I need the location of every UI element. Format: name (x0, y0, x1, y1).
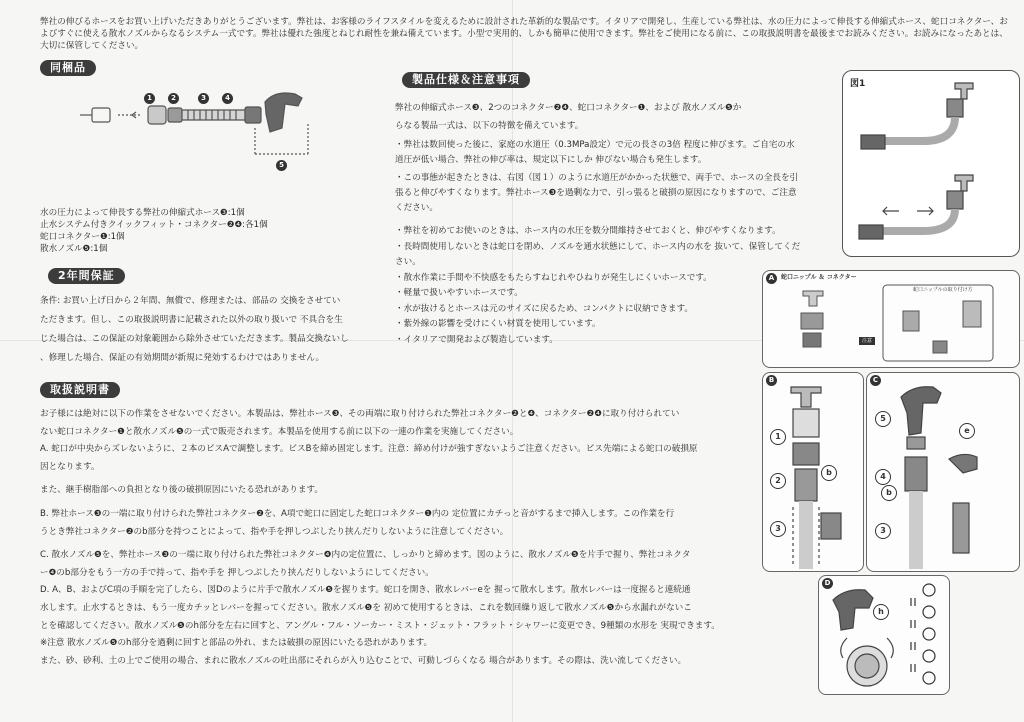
figure-c-num-4: 4 (875, 469, 891, 485)
manual-line: 因となります。 (40, 461, 100, 472)
manual-line: A. 蛇口が中央からズレないように、２本のビスAで調整します。ビスBを締め固定します。注意：締め付けが強すぎないようご注意ください。ビス先端による蛇口の破損原 (40, 444, 698, 455)
manual-line: お子様には絶対に以下の作業をさせないでください。本製品は、弊社ホース❸、その両端に取り付けられた弊社コネクター❷と❹、コネクター❷❹に取り付けられてい (40, 409, 680, 419)
figure-b-drawing (763, 373, 863, 571)
manual-line: ない蛇口コネクター❶と散水ノズル❺の一式で販売されます。本製品を使用する前に以下の一連の作業を実施してください。 (40, 426, 519, 437)
manual-text (40, 406, 720, 670)
figure-a-marker: A (766, 273, 777, 284)
manual-line: ※注意 散水ノズル❺のh部分を過剰に回すと部品の外れ、または破損の原因にいたる恐れがあります。 (40, 638, 433, 649)
warranty-line: ただきます。但し、この取扱説明書に記載された以外の取り扱いで 不具合を生 (40, 315, 343, 325)
manual-line: C. 散水ノズル❺を、弊社ホース❸の一端に取り付けられた弊社コネクター❹内の定位置に、しっかりと締めます。図のように、散水ノズル❺を片手で握り、弊社コネクタ (40, 550, 691, 561)
warranty-line: じた場合は、この保証の対象範囲から除外させていただきます。製品交換ないし (40, 334, 349, 344)
intro-paragraph: 弊社の伸びるホースをお買い上げいただきありがとうございます。弊社は、お客様のライフスタイルを変えるために設計された革新的な製品です。イタリアで開発し、生産している弊社は、水の圧力によって伸長する伸縮式ホース、蛇口コネクター、およびすぐに使える散水ノズルからなるシステム一式です。弊社は優れた強度とねじれ耐性を兼ね備えています。小型で実用的、しかも簡単に使用できます。弊社をご使用になる前に、この取扱説明書を最後までお読みください。お読みになったあとは、大切に保管してください。 (40, 17, 1008, 51)
part-number-5: 5 (276, 160, 287, 171)
specs-line: 道圧が低い場合、弊社の伸び率は、規定以下にしか 伸びない場合も発生します。 (395, 155, 707, 165)
figure-b-num-1: 1 (770, 429, 786, 445)
figure-c-marker: C (870, 375, 881, 386)
specs-line: ・長時間使用しないときは蛇口を閉め、ノズルを通水状態にして、ホース内の水を 抜いて、保管してくだ (395, 241, 801, 252)
contents-list (40, 207, 268, 255)
specs-line: らなる製品一式は、以下の特徴を備えています。 (395, 121, 584, 131)
figure-b-num-3: 3 (770, 521, 786, 537)
specs-line: さい。 (395, 257, 421, 267)
contents-line: 蛇口コネクター❶:1個 (40, 232, 125, 242)
figure-d-label-h: h (873, 604, 889, 620)
contents-illustration (70, 84, 320, 180)
warranty-heading: 2年間保証 (48, 268, 125, 284)
figure-a-caption: 蛇口ニップルの取り付け方 (913, 287, 973, 293)
specs-notes (395, 138, 798, 216)
figure-d-panel (818, 575, 950, 695)
figure-c-label-e: e (959, 423, 975, 439)
specs-line: 張ると伸びやすくなります。弊社ホース❸を過剰な力で、引っ張ると破損の原因になりますので、ご注意 (395, 188, 797, 198)
figure-1-label: 図1 (850, 79, 866, 89)
manual-line: うとき弊社コネクター❷のb部分を持つことによって、指や手を押しつぶしたり挟んだりしないように注意してください。 (40, 526, 509, 537)
specs-line: ください。 (395, 203, 438, 213)
figure-b-label-b: b (821, 465, 837, 481)
part-number-3: 3 (198, 93, 209, 104)
specs-line: ・この事態が起きたときは、右図（図１）のように水道圧がかかった状態で、両手で、ホースの全長を引 (395, 173, 799, 183)
specs-line: ・散水作業に手間や不快感をもたらすねじれやひねりが発生しにくいホースです。 (395, 272, 712, 283)
figure-1-panel (842, 70, 1020, 257)
manual-line: また、継手樹脂部への負担となり後の破損原因にいたる恐れがあります。 (40, 485, 323, 496)
specs-line: ・水が抜けるとホースは元のサイズに戻るため、コンパクトに収納できます。 (395, 303, 694, 314)
specs-line: ・弊社を初めてお使いのときは、ホース内の水圧を数分間維持させておくと、伸びやすくなります。 (395, 226, 781, 236)
manual-line: また、砂、砂利、土の上でご使用の場合、まれに散水ノズルの吐出部にそれらが入り込むことで、可動しづらくなる 場合があります。その際は、洗い流してください。 (40, 655, 687, 666)
figure-c-panel (866, 372, 1020, 572)
part-number-1: 1 (144, 93, 155, 104)
figure-c-num-3: 3 (875, 523, 891, 539)
manual-line: D. A、B、およびC項の手順を完了したら、図Dのように片手で散水ノズル❺を握ります。蛇口を開き、散水レバーeを 握って散水します。散水レバーは一度握ると連続通 (40, 585, 691, 596)
figure-d-drawing (819, 576, 949, 694)
manual-line: B. 弊社ホース❸の一端に取り付けられた弊社コネクター❷を、A項で蛇口に固定した蛇口コネクター❶内の 定位置にカチっと音がするまで挿入します。この作業を行 (40, 508, 675, 519)
manual-line: ー❹のb部分をもう一方の手で持って、指や手を 押しつぶしたり挟んだりしないようにしてください。 (40, 567, 434, 578)
specs-line: ・紫外線の影響を受けにくい材質を使用しています。 (395, 319, 601, 329)
contents-heading: 同梱品 (40, 60, 96, 76)
warranty-line: 、修理した場合、保証の有効期間が新規に発効するわけではありません。 (40, 353, 325, 363)
part-number-4: 4 (222, 93, 233, 104)
figure-c-num-5: 5 (875, 411, 891, 427)
part-number-2: 2 (168, 93, 179, 104)
figure-a-drawing (763, 271, 1019, 367)
figure-b-panel (762, 372, 864, 572)
warranty-line: 条件: お買い上げ日から２年間、無償で、修理または、部品の 交換をさせてい (40, 296, 341, 306)
figure-b-num-2: 2 (770, 473, 786, 489)
specs-line: ・軽量で扱いやすいホースです。 (395, 288, 523, 298)
contents-line: 散水ノズル❺:1個 (40, 244, 108, 254)
specs-line: ・弊社は数回使った後に、家庭の水道圧（0.3MPa設定）で元の長さの3倍 程度に伸びます。ご自宅の水 (395, 140, 795, 150)
contents-line: 水の圧力によって伸長する弊社の伸縮式ホース❸:1個 (40, 208, 245, 218)
warranty-text (40, 292, 349, 368)
specs-intro (395, 99, 741, 135)
manual-line: とを確認してください。散水ノズル❺のh部分を左右に回すと、アングル・フル・ソーカー・ミスト・ジェット・フラット・シャワーに変更でき、9種類の水形を 実現できます。 (40, 620, 720, 631)
manual-heading: 取扱説明書 (40, 382, 120, 398)
figure-b-marker: B (766, 375, 777, 386)
specs-line: 弊社の伸縮式ホース❸、2つのコネクター❷❹、蛇口コネクター❶、および 散水ノズル❺か (395, 103, 742, 113)
figure-c-label-b: b (881, 485, 897, 501)
specs-line: ・イタリアで開発および製造しています。 (395, 334, 558, 345)
figure-1-drawing (843, 71, 1019, 256)
figure-a-title: 蛇口ニップル ＆ コネクター (781, 274, 857, 281)
figure-a-panel (762, 270, 1020, 368)
specs-heading: 製品仕様＆注意事項 (402, 72, 530, 88)
specs-features (395, 224, 800, 348)
figure-d-marker: D (822, 578, 833, 589)
contents-line: 止水システム付きクイックフィット・コネクター❷❹:各1個 (40, 220, 268, 230)
figure-a-caution-tag: 注意 (859, 337, 875, 345)
manual-line: 水します。止水するときは、もう一度カチッとレバーを握ってください。散水ノズル❺を 初めて使用するときは、これを数回繰り返して散水ノズル❺から水漏れがないこ (40, 602, 692, 613)
